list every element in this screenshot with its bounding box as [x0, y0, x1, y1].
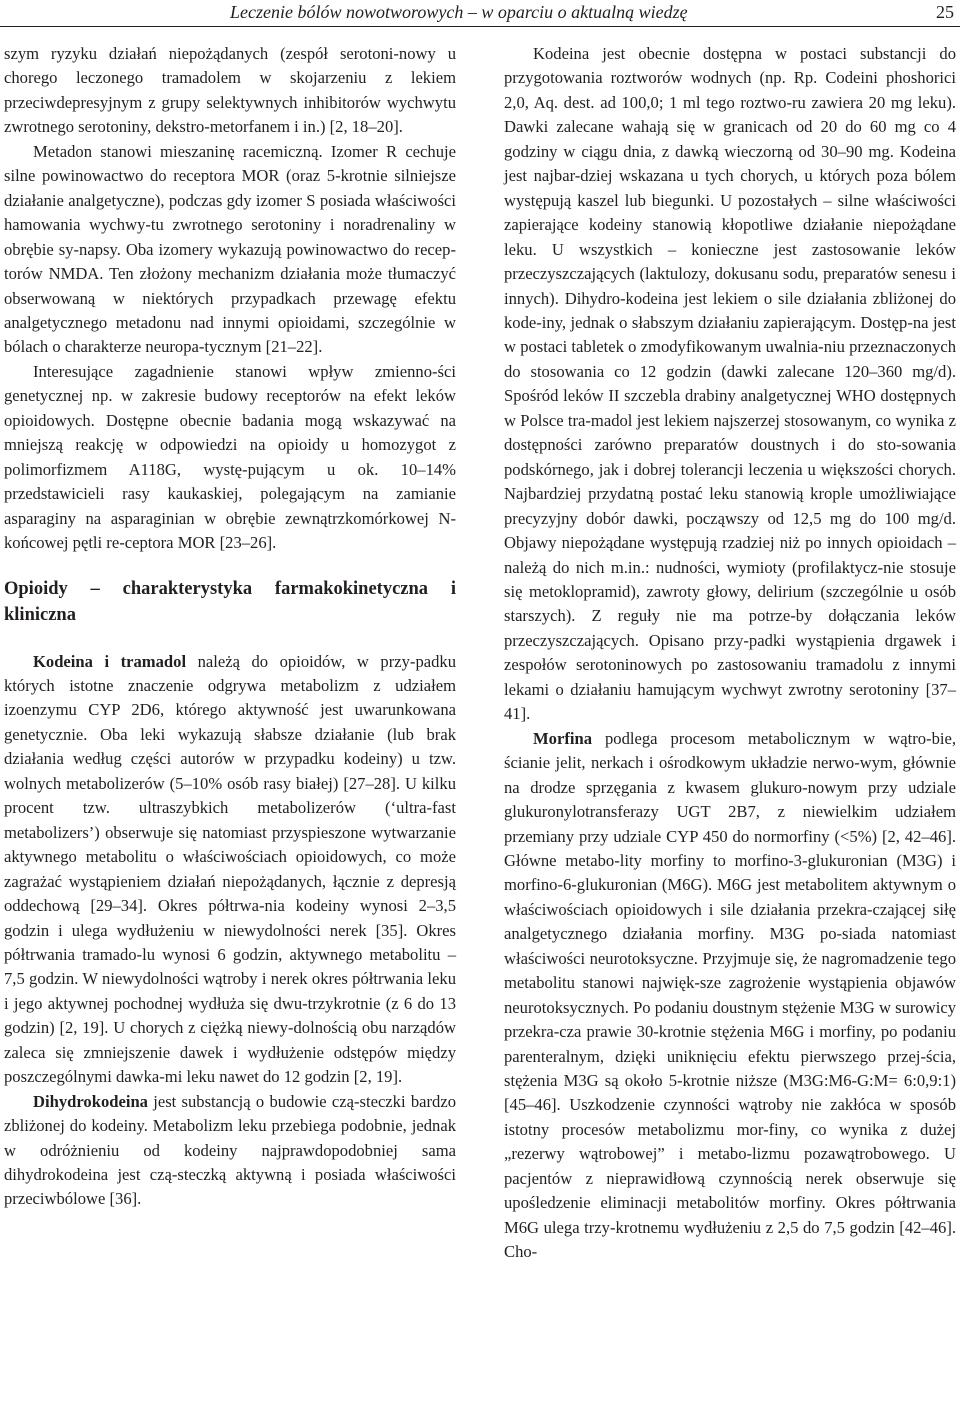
- running-title: Leczenie bólów nowotworowych – w oparciu o aktualną wiedzę: [230, 2, 688, 22]
- paragraph: Kodeina jest obecnie dostępna w postaci substancji do przygotowania roztworów wodnych (np. Rp. Codeini phoshorici 2,0, Aq. dest. ad 100,0; 1 ml tego roztwo-ru zawiera 20 mg leku). Dawki zalecane wahają się w granicach od 20 do 60 mg co 4 godziny w ciągu dnia, z dawką wieczorną od 30–90 mg. Kodeina jest najbar-dziej wskazana u tych chorych, u których poza bólem występują kaszel lub biegunki. U pozostałych – silne właściwości zapierające kodeiny stanowią kłopotliwe działanie niepożądane leku. U wszystkich – konieczne jest zastosowanie leków przeczyszczających (laktulozy, dokusanu sodu, preparatów senesu i innych). Dihydro-kodeina jest lekiem o sile działania zbliżonej do kode-iny, jednak o słabszym działaniu zapierającym. Dostęp-na jest w postaci tabletek o zmodyfikowanym uwalnia-niu przeznaczonych do stosowania co 12 godzin (dawki zalecane 120–360 mg/d). Spośród leków II szczebla drabiny analgetycznej WHO dostępnych w Polsce tra-madol jest lekiem najszerzej stosowanym, co wynika z dostępności zarówno preparatów doustnych i do sto-sowania podskórnego, jak i dobrej tolerancji leczenia u większości chorych. Najbardziej przydatną postać leku stanowią krople umożliwiające precyzyjny dobór dawki, począwszy od 12,5 mg do 100 mg/d. Objawy niepożądane występują rzadziej niż po innych opioidach – należą do nich m.in.: nudności, wymioty (profilaktycz-nie stosuje się metoklopramid), zawroty głowy, delirium (szczególnie u osób starszych). Z reguły nie ma potrze-by dołączania leków przeczyszczających. Opisano przy-padki wystąpienia drgawek i zespołów serotoninowych po zastosowaniu tramadolu z innymi lekami o działaniu hamującym wychwyt zwrotny serotoniny [37–41].: [504, 44, 956, 724]
- paragraph: [4, 650, 456, 1090]
- drug-name: Dihydrokodeina: [33, 1091, 148, 1111]
- drug-name: Kodeina i tramadol: [33, 651, 187, 671]
- left-column: [4, 42, 456, 1212]
- paragraph-text: należą do opioidów, w przy-padku których istotne znaczenie odgrywa metabolizm z udziałem izoenzymu CYP 2D6, którego aktywność jest uwarunkowana genetycznie. Oba leki wykazują słabsze działanie (lub brak działania według części autorów w przypadku kodeiny) u tzw. wolnych metabolizerów (5–10% osób rasy białej) [27–28]. U kilku procent tzw. ultraszybkich metabolizerów (‘ultra-fast metabolizers’) obserwuje się natomiast przyspieszone wytwarzanie aktywnego metabolitu o właściwościach opioidowych, co może zagrażać wystąpieniem działań niepożądanych, łącznie z depresją oddechową [29–34]. Okres półtrwa-nia kodeiny wynosi 2–3,5 godzin i ulega wydłużeniu w niewydolności nerek [35]. Okres półtrwania tramado-lu wynosi 6 godzin, aktywnego metabolitu – 7,5 godzin. W niewydolności wątroby i nerek okres półtrwania leku i jego aktywnej pochodnej wydłuża się dwu-trzykrotnie (z 6 do 13 godzin) [2, 19]. U chorych z ciężką niewy-dolnością obu narządów zaleca się zmniejszenie dawek i wydłużenie odstępów między poszczególnymi dawka-mi leku nawet do 12 godzin [2, 19].: [4, 651, 456, 1087]
- paragraph: Interesujące zagadnienie stanowi wpływ zmienno-ści genetycznej np. w zakresie budowy receptorów na efekt leków opioidowych. Dostępne obecnie badania mogą wskazywać na mniejszą reakcję w odpowiedzi na opioidy u homozygot z polimorfizmem A118G, wystę-pującym u ok. 10–14% przedstawicieli rasy kaukaskiej, polegającym na zamianie asparaginy na asparaginian w obrębie zewnątrzkomórkowej N-końcowej pętli re-ceptora MOR [23–26].: [4, 361, 456, 553]
- paragraph: Metadon stanowi mieszaninę racemiczną. Izomer R cechuje silne powinowactwo do receptora MOR (oraz 5-krotnie silniejsze działanie analgetyczne), podczas gdy izomer S posiada właściwości hamowania wychwy-tu zwrotnego serotoniny i noradrenaliny w obrębie sy-napsy. Oba izomery wykazują powinowactwo do recep-torów NMDA. Ten złożony mechanizm działania może tłumaczyć obserwowaną w niektórych przypadkach przewagę efektu analgetycznego metadonu nad innymi opioidami, szczególnie w bólach o charakterze neuropa-tycznym [21–22].: [4, 141, 456, 357]
- right-column: [504, 42, 956, 1265]
- paragraph-text: jest substancją o budowie czą-steczki bardzo zbliżonej do kodeiny. Metabolizm leku przebiega podobnie, jednak w odróżnieniu od kodeiny najprawdopodobniej sama dihydrokodeina jest czą-steczką aktywną i posiada właściwości przeciwbólowe [36].: [4, 1091, 456, 1209]
- paragraph-text: podlega procesom metabolicznym w wątro-bie, ścianie jelit, nerkach i ośrodkowym układzie nerwo-wym, głównie na drodze sprzęgania z kwasem glukuro-nowym przy udziale glukuronylotransferazy UGT 2B7, z niewielkim udziałem przemiany przy udziale CYP 450 do normorfiny (<5%) [2, 42–46]. Główne metabo-lity morfiny to morfino-3-glukuronian (M3G) i morfino-6-glukuronian (M6G). M6G jest metabolitem aktywnym o właściwościach opioidowych i sile działania przekra-czającej siłę analgetycznego działania morfiny. M3G po-siada natomiast właściwości neurotoksyczne. Przyjmuje się, że nagromadzenie tego metabolitu stanowi najwięk-sze zagrożenie wystąpienia objawów neurotoksycznych. Po podaniu doustnym stężenie M3G w surowicy przekra-cza prawie 30-krotnie stężenia M6G i morfiny, po podaniu parenteralnym, dzięki uniknięciu efektu pierwszego przej-ścia, stężenia M3G są około 5-krotnie niższe (M3G:M6-G:M= 6:0,9:1) [45–46]. Uszkodzenie czynności wątroby nie zakłóca w sposób istotny procesów metabolizmu mor-finy, co wynika z dużej „rezerwy wątrobowej” i metabo-lizmu pozawątrobowego. U pacjentów z nieprawidłową czynnością nerek obserwuje się upośledzenie eliminacji metabolitów morfiny. Okres półtrwania M6G ulega trzy-krotnemu wydłużeniu z 2,5 do 7,5 godzin [42–46]. Cho-: [504, 728, 956, 1262]
- paragraph: [4, 1090, 456, 1212]
- paragraph: szym ryzyku działań niepożądanych (zespół serotoni-nowy u chorego leczonego tramadolem w skojarzeniu z lekiem przeciwdepresyjnym z grupy selektywnych inhibitorów wychwytu zwrotnego serotoniny, dekstro-metorfanem i in.) [2, 18–20].: [4, 44, 456, 137]
- running-header: [0, 0, 960, 27]
- section-heading: Opioidy – charakterystyka farmakokinetyczna i kliniczna: [4, 578, 456, 625]
- page-number: 25: [936, 2, 954, 22]
- drug-name: Morfina: [533, 728, 592, 748]
- paragraph: [504, 727, 956, 1265]
